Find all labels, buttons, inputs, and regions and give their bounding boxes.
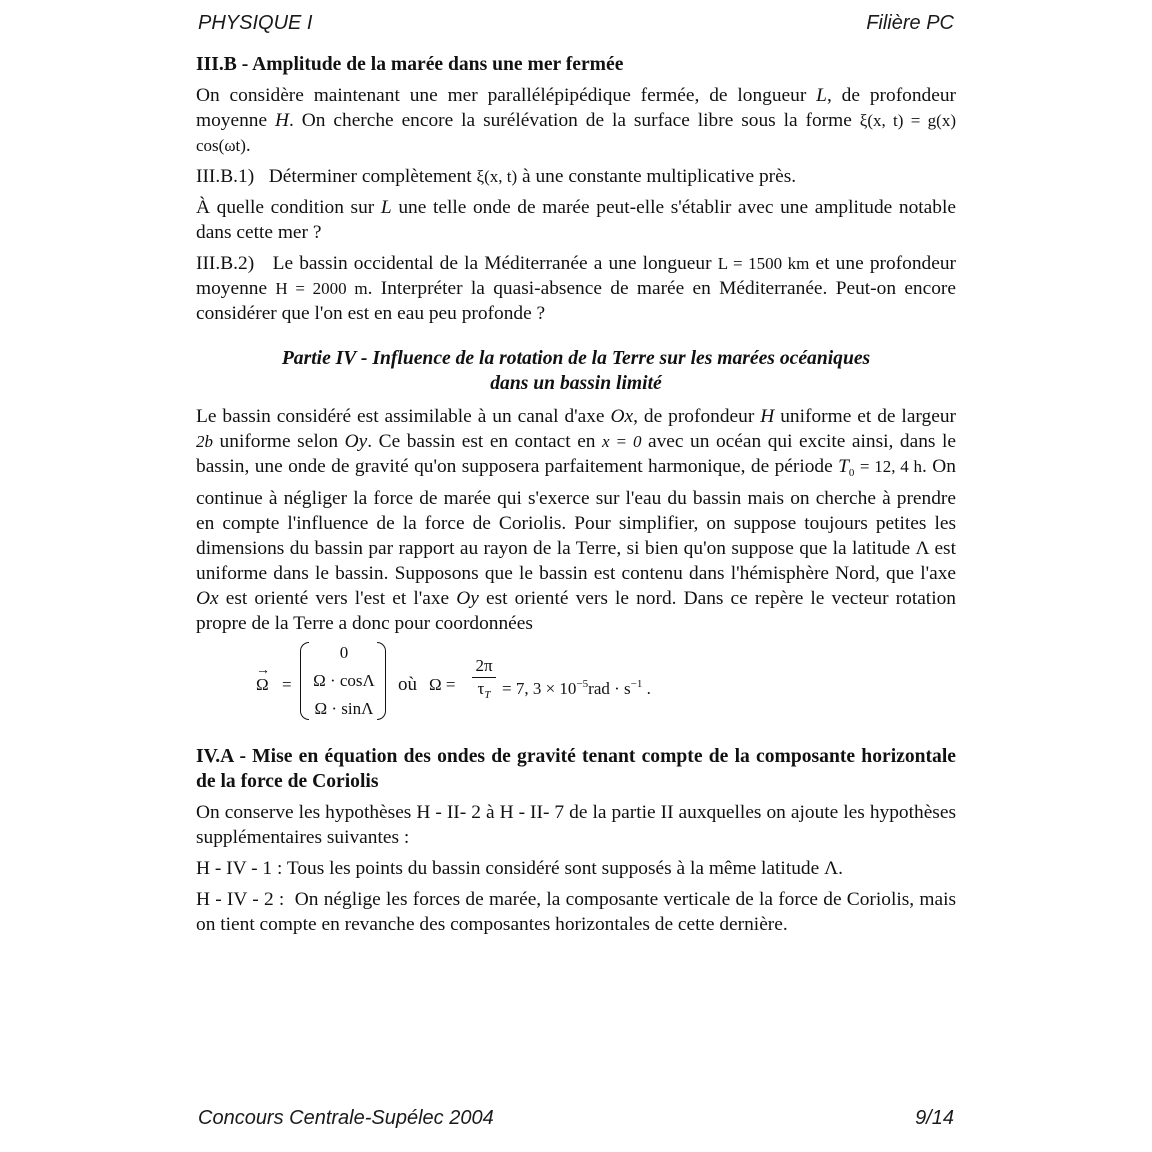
text: . On continue à négliger la force de marée qui s'exerce sur l'eau du bassin mais on cherche à prendre en compte l'influence de la force de Coriolis. Pour simplifier, on suppose toujours petites les dimensions du bassin par rapport au rayon de la Terre, si bien qu'on suppose que la latitude: [196, 456, 956, 559]
math-symbol: Ω: [256, 675, 269, 694]
math-formula: L = 1500 km: [717, 254, 810, 273]
text: On néglige les forces de marée, la composante verticale de la force de Coriolis, mais on tient compte en revanche des composantes horizontales de cette dernière.: [196, 889, 956, 935]
math-symbol: τ: [477, 679, 485, 698]
text: Tous les points du bassin considéré sont supposés à la même latitude: [286, 858, 820, 879]
part-title-line: Partie IV - Influence de la rotation de la Terre sur les marées océaniques: [281, 348, 871, 369]
vector-component: Ω · sinΛ: [314, 699, 374, 718]
hypothesis-label: H - IV - 1 :: [196, 858, 283, 879]
header-subject: PHYSIQUE I: [198, 12, 313, 34]
hypothesis-HIV2: [196, 887, 956, 937]
paragraph-partIV: [196, 404, 956, 636]
section-title-IIIB: III.B - Amplitude de la marée dans une mer fermée: [196, 54, 624, 75]
paragraph-IIIB-intro: [196, 83, 956, 158]
right-paren: [377, 642, 386, 720]
text: .: [245, 135, 251, 156]
math-symbol: Λ: [915, 538, 930, 559]
fraction-numerator: 2π: [475, 656, 493, 675]
text: . Interpréter la quasi-absence de marée en Méditerranée. Peut-on encore considérer que l'on est en eau peu profonde ?: [196, 278, 956, 324]
math-symbol: L: [380, 197, 392, 218]
hypothesis-label: H - IV - 2 :: [196, 889, 285, 910]
math-formula: Ω =: [429, 675, 456, 694]
text: On considère maintenant une mer parallélépipédique fermée, de longueur: [196, 85, 807, 106]
text: , de profondeur: [633, 406, 755, 427]
paragraph-IVA-intro: On conserve les hypothèses H - II- 2 à H - II- 7 de la partie II auxquelles on ajoute les hypothèses supplémentaires suivantes :: [196, 802, 956, 848]
math-formula: ξ(x, t) = g(x) cos(ωt): [196, 111, 956, 155]
equation-rotation-vector: [196, 642, 956, 726]
math-symbol: H: [760, 406, 775, 427]
math-formula: ξ(x, t): [476, 167, 518, 186]
section-title-IVA: IV.A - Mise en équation des ondes de gravité tenant compte de la composante horizontale de la force de Coriolis: [196, 746, 956, 792]
math-formula: = 12, 4 h: [859, 457, 923, 476]
text: rad · s: [588, 679, 631, 698]
footer-exam: Concours Centrale-Supélec 2004: [198, 1107, 494, 1129]
text: = 7, 3 × 10: [502, 679, 577, 698]
question-label: III.B.1): [196, 166, 255, 187]
text: est orienté vers l'est et l'axe: [225, 588, 450, 609]
math-exponent: −5: [576, 678, 589, 690]
text: où: [398, 674, 417, 695]
text: .: [838, 858, 843, 879]
header-track: Filière PC: [866, 12, 954, 34]
hypothesis-HIV1: [196, 856, 956, 881]
vector-arrow: →: [256, 663, 270, 678]
fraction-denominator: [472, 679, 496, 705]
math-symbol: 2b: [196, 432, 213, 451]
text: à une constante multiplicative près.: [522, 166, 797, 187]
text: uniforme et de largeur: [780, 406, 956, 427]
text: . On cherche encore la surélévation de la surface libre sous la forme: [289, 110, 852, 131]
part-title-line: dans un bassin limité: [490, 373, 662, 394]
math-symbol: Λ: [824, 858, 839, 879]
text: . Ce bassin est en contact en: [367, 431, 596, 452]
text: , de profondeur moyenne: [196, 85, 956, 131]
math-symbol: T: [838, 456, 849, 477]
math-symbol: Oy: [344, 431, 368, 452]
equals-sign: =: [282, 675, 292, 694]
math-subscript: T: [484, 689, 491, 701]
text: À quelle condition sur: [196, 197, 375, 218]
text: est uniforme dans le bassin. Supposons que le bassin est contenu dans l'hémisphère Nord, que l'axe: [196, 538, 956, 584]
question-label: III.B.2): [196, 253, 255, 274]
math-exponent: −1: [630, 678, 643, 690]
math-symbol: H: [275, 110, 290, 131]
fraction: [472, 656, 496, 705]
vector-omega: [256, 663, 270, 697]
vector-component: 0: [339, 643, 349, 662]
math-formula: [502, 672, 651, 701]
fraction-bar: [472, 677, 496, 678]
math-symbol: Ox: [196, 588, 219, 609]
part-title-IV: [196, 346, 956, 396]
math-symbol: Ox: [610, 406, 634, 427]
text: Déterminer complètement: [268, 166, 472, 187]
math-formula: x = 0: [602, 432, 642, 451]
text: avec un océan qui excite ainsi, dans le bassin, une onde de gravité qu'on supposera parfaitement harmonique, de période: [196, 431, 956, 477]
page: [196, 0, 956, 1152]
text: Le bassin occidental de la Méditerranée a une longueur: [272, 253, 712, 274]
text: uniforme selon: [219, 431, 339, 452]
text: est orienté vers le nord. Dans ce repère le vecteur rotation propre de la Terre a donc pour coordonnées: [196, 588, 956, 634]
left-paren: [300, 642, 309, 720]
question-IIIB1: [196, 164, 956, 189]
footer-page-number: 9/14: [915, 1107, 954, 1129]
text: Le bassin considéré est assimilable à un canal d'axe: [196, 406, 605, 427]
math-symbol: Oy: [456, 588, 479, 609]
text: une telle onde de marée peut-elle s'établir avec une amplitude notable dans cette mer ?: [196, 197, 956, 243]
document-body: [196, 52, 956, 943]
column-vector: [300, 642, 386, 722]
math-subscript: 0: [848, 467, 855, 479]
math-symbol: L: [816, 85, 827, 106]
text: et une profondeur moyenne: [196, 253, 956, 299]
question-IIIB1-followup: [196, 195, 956, 245]
vector-component: Ω · cosΛ: [313, 671, 375, 690]
math-formula: H = 2000 m: [275, 279, 368, 298]
text: .: [646, 679, 651, 698]
question-IIIB2: [196, 251, 956, 326]
